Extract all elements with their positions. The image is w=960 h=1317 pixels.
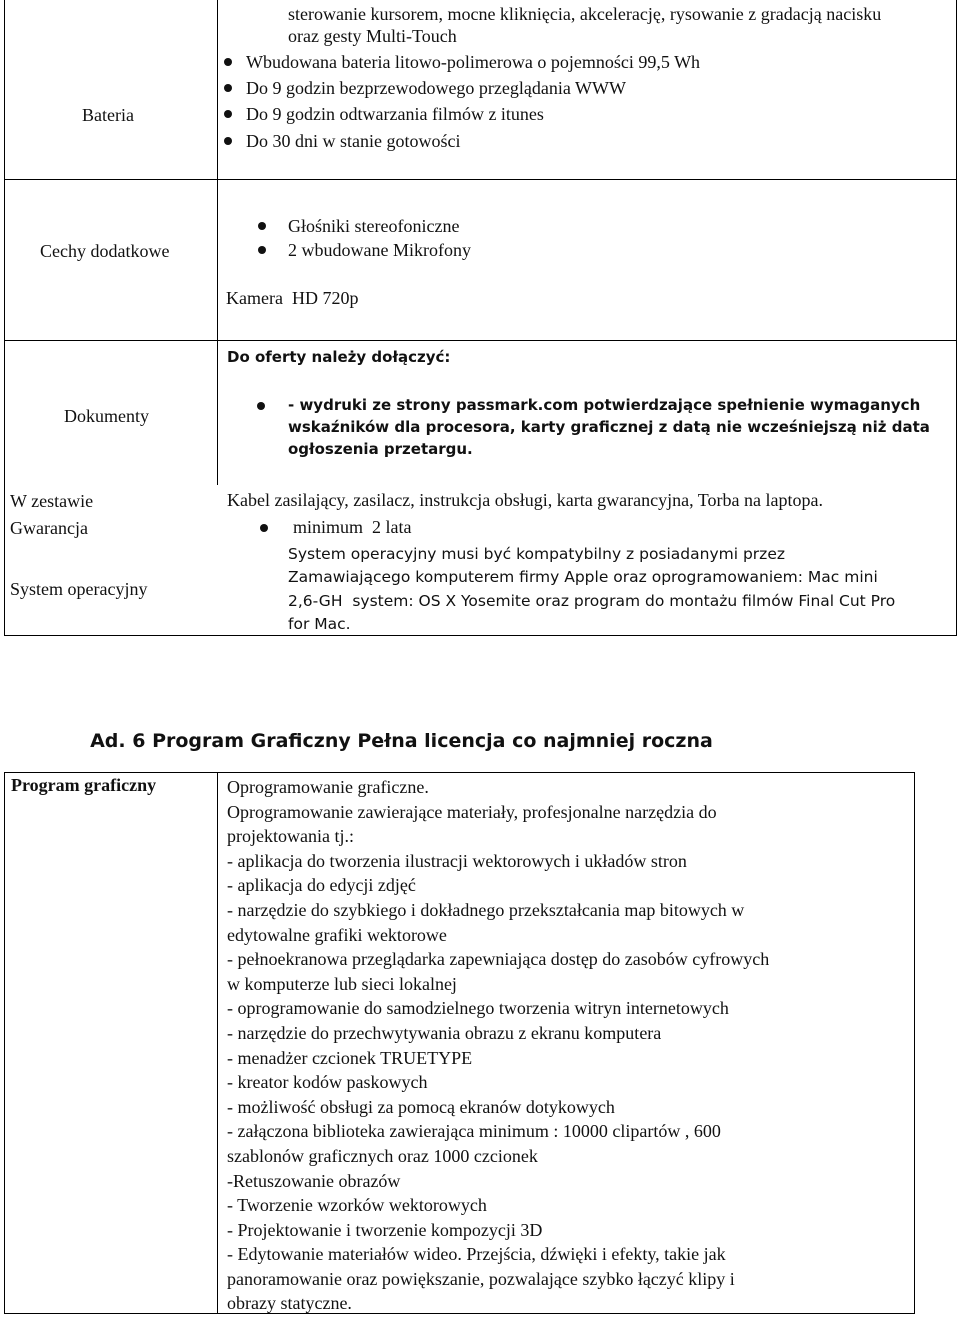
description-line: obrazy statyczne. — [227, 1293, 352, 1314]
bullet-icon — [224, 110, 232, 118]
description-line: w komputerze lub sieci lokalnej — [227, 973, 457, 994]
description-line: szablonów graficznych oraz 1000 czcionek — [227, 1145, 538, 1166]
description-line: - oprogramowanie do samodzielnego tworzenia witryn internetowych — [227, 998, 729, 1019]
bateria-bullet-3: Do 9 godzin odtwarzania filmów z itunes — [246, 104, 544, 124]
system-line-2: Zamawiającego komputerem firmy Apple oraz oprogramowaniem: Mac mini — [288, 568, 878, 586]
bateria-bullet-2: Do 9 godzin bezprzewodowego przeglądania WWW — [246, 78, 627, 98]
row-label-w-zestawie: W zestawie — [10, 491, 94, 511]
description-line: - możliwość obsługi za pomocą ekranów dotykowych — [227, 1096, 615, 1117]
row-label-system-operacyjny: System operacyjny — [10, 579, 148, 599]
bullet-icon — [224, 84, 232, 92]
row-label-bateria: Bateria — [82, 105, 134, 125]
bateria-continuation-line-2: oraz gesty Multi-Touch — [288, 26, 457, 46]
description-line: - menadżer czcionek TRUETYPE — [227, 1047, 473, 1068]
dokumenty-line-3: ogłoszenia przetargu. — [288, 440, 473, 458]
row-label-dokumenty: Dokumenty — [64, 406, 149, 426]
program-graficzny-description — [227, 775, 769, 1316]
description-line: panoramowanie oraz powiększanie, pozwalające szybko łączyć klipy i — [227, 1268, 735, 1289]
system-line-1: System operacyjny musi być kompatybilny z posiadanymi przez — [288, 545, 785, 563]
bullet-icon — [224, 137, 232, 145]
system-line-4: for Mac. — [288, 615, 351, 633]
description-line: Oprogramowanie zawierające materiały, profesjonalne narzędzia do — [227, 801, 717, 822]
description-line: - Projektowanie i tworzenie kompozycji 3D — [227, 1219, 543, 1240]
dokumenty-heading: Do oferty należy dołączyć: — [227, 348, 451, 366]
section-heading — [78, 702, 713, 754]
bullet-icon — [224, 58, 232, 66]
description-line: - aplikacja do tworzenia ilustracji wektorowych i układów stron — [227, 850, 687, 871]
bateria-bullet-4: Do 30 dni w stanie gotowości — [246, 131, 461, 151]
description-line: - kreator kodów paskowych — [227, 1072, 428, 1093]
description-line: - pełnoekranowa przeglądarka zapewniająca dostęp do zasobów cyfrowych — [227, 949, 770, 970]
description-line: - narzędzie do szybkiego i dokładnego przekształcania map bitowych w — [227, 899, 745, 920]
bateria-bullet-1: Wbudowana bateria litowo-polimerowa o pojemności 99,5 Wh — [246, 52, 701, 72]
bullet-icon — [257, 402, 265, 410]
row-label-cechy-dodatkowe: Cechy dodatkowe — [40, 241, 170, 261]
bateria-continuation-line-1: sterowanie kursorem, mocne kliknięcia, akcelerację, rysowanie z gradacją nacisku — [288, 4, 882, 24]
bullet-icon — [260, 524, 268, 532]
system-line-3: 2,6-GH system: OS X Yosemite oraz program do montażu filmów Final Cut Pro — [288, 592, 896, 610]
w-zestawie-value: Kabel zasilający, zasilacz, instrukcja obsługi, karta gwarancyjna, Torba na laptopa. — [227, 490, 823, 510]
gwarancja-value: minimum 2 lata — [293, 517, 412, 537]
description-line: - Tworzenie wzorków wektorowych — [227, 1195, 487, 1216]
dokumenty-line-1: - wydruki ze strony passmark.com potwierdzające spełnienie wymaganych — [288, 396, 921, 414]
dokumenty-line-2: wskaźników dla procesora, karty graficznej z datą nie wcześniejszą niż data — [288, 418, 930, 436]
description-line: Oprogramowanie graficzne. — [227, 777, 429, 797]
description-line: edytowalne grafiki wektorowe — [227, 924, 447, 945]
description-line: - załączona biblioteka zawierająca minimum : 10000 clipartów , 600 — [227, 1121, 721, 1142]
section-heading-prefix: Ad. — [90, 730, 126, 752]
row-label-gwarancja: Gwarancja — [10, 518, 88, 538]
bullet-icon — [258, 222, 266, 230]
description-line: - Edytowanie materiałów wideo. Przejścia, dźwięki i efekty, takie jak — [227, 1244, 726, 1265]
description-line: - aplikacja do edycji zdjęć — [227, 875, 416, 896]
description-line: projektowania tj.: — [227, 826, 354, 847]
section-heading-title: 6 Program Graficzny Pełna licencja co najmniej roczna — [125, 730, 713, 752]
cechy-extra: Kamera HD 720p — [226, 288, 359, 308]
cechy-bullet-1: Głośniki stereofoniczne — [288, 216, 460, 236]
bullet-icon — [258, 246, 266, 254]
description-line: -Retuszowanie obrazów — [227, 1170, 401, 1191]
cechy-bullet-2: 2 wbudowane Mikrofony — [288, 240, 471, 260]
description-line: - narzędzie do przechwytywania obrazu z ekranu komputera — [227, 1022, 662, 1043]
program-graficzny-label: Program graficzny — [11, 775, 157, 795]
